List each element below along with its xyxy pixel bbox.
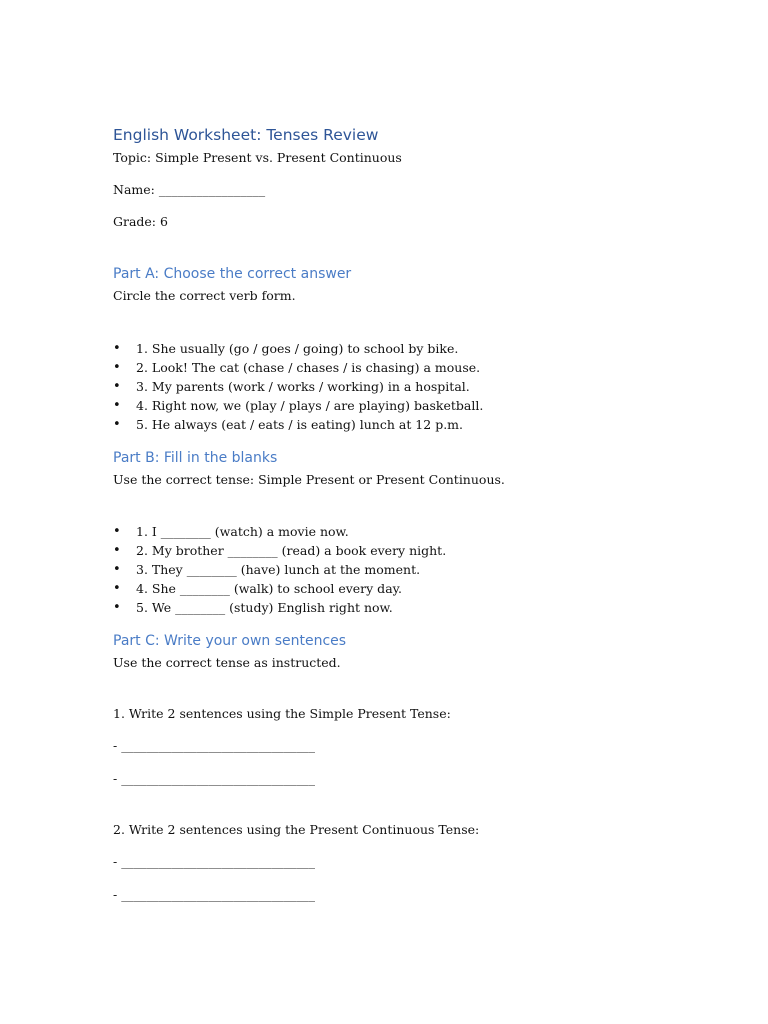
part-b-instruction: Use the correct tense: Simple Present or Present Continuous. <box>113 472 505 487</box>
bullet-icon: • <box>113 398 121 413</box>
bullet-icon: • <box>113 360 121 375</box>
topic-line: Topic: Simple Present vs. Present Continuous <box>113 150 402 165</box>
list-item: • 1. I ________ (watch) a movie now. <box>113 524 349 539</box>
list-item: • 5. We ________ (study) English right now. <box>113 600 393 615</box>
part-a-list <box>113 339 483 434</box>
list-item: • 3. They ________ (have) lunch at the moment. <box>113 562 421 577</box>
answer-line: - _______________________________ <box>113 887 315 902</box>
grade-line: Grade: 6 <box>113 214 168 229</box>
bullet-icon: • <box>113 341 121 356</box>
part-b-heading: Part B: Fill in the blanks <box>113 450 278 466</box>
part-b-list <box>113 522 446 617</box>
part-a-heading: Part A: Choose the correct answer <box>113 266 352 282</box>
list-item: • 2. Look! The cat (chase / chases / is chasing) a mouse. <box>113 360 481 375</box>
part-a-instruction: Circle the correct verb form. <box>113 288 296 303</box>
answer-line: - _______________________________ <box>113 771 315 786</box>
list-item: • 4. Right now, we (play / plays / are playing) basketball. <box>113 398 484 413</box>
list-item: • 1. She usually (go / goes / going) to school by bike. <box>113 341 459 356</box>
part-c-question-2: 2. Write 2 sentences using the Present Continuous Tense: <box>113 822 480 837</box>
worksheet-title: English Worksheet: Tenses Review <box>113 126 379 144</box>
list-item: • 3. My parents (work / works / working) in a hospital. <box>113 379 470 394</box>
bullet-icon: • <box>113 417 121 432</box>
list-item: • 2. My brother ________ (read) a book every night. <box>113 543 447 558</box>
name-line: Name: _________________ <box>113 182 266 197</box>
answer-line: - _______________________________ <box>113 738 315 753</box>
bullet-icon: • <box>113 581 121 596</box>
bullet-icon: • <box>113 562 121 577</box>
bullet-icon: • <box>113 543 121 558</box>
part-c-question-1: 1. Write 2 sentences using the Simple Present Tense: <box>113 706 451 721</box>
part-c-instruction: Use the correct tense as instructed. <box>113 655 341 670</box>
bullet-icon: • <box>113 600 121 615</box>
list-item: • 4. She ________ (walk) to school every day. <box>113 581 403 596</box>
list-item: • 5. He always (eat / eats / is eating) lunch at 12 p.m. <box>113 417 463 432</box>
part-c-heading: Part C: Write your own sentences <box>113 633 347 649</box>
answer-line: - _______________________________ <box>113 854 315 869</box>
bullet-icon: • <box>113 379 121 394</box>
bullet-icon: • <box>113 524 121 539</box>
